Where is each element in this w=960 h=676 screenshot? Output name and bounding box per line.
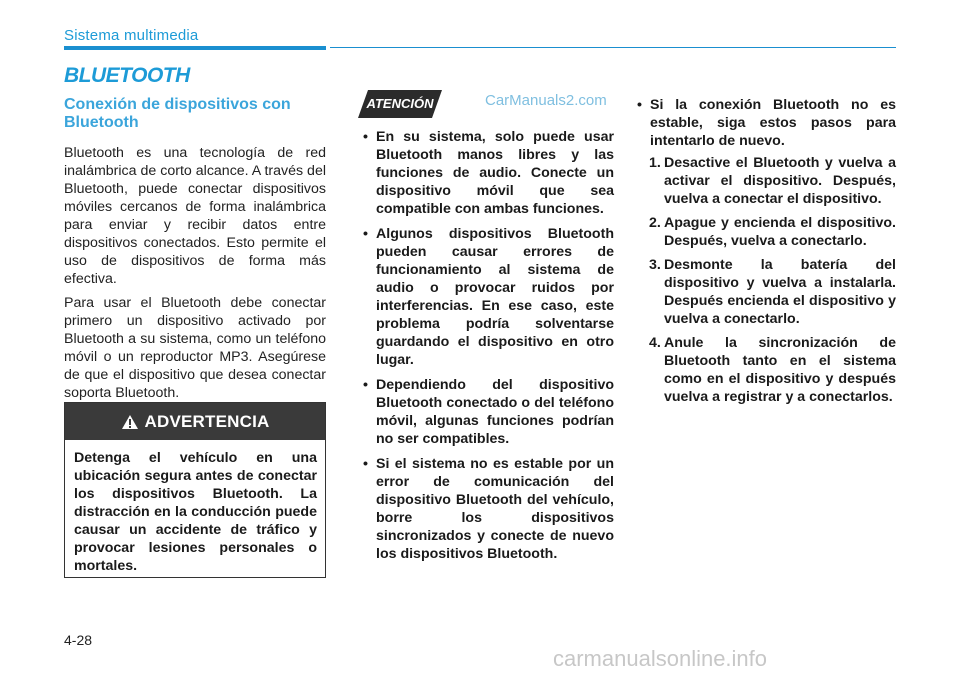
warning-triangle-icon [121, 414, 139, 430]
intro-list [632, 96, 896, 150]
step-item [632, 256, 896, 328]
warning-title: ADVERTENCIA [144, 411, 270, 431]
step-item [632, 334, 896, 406]
step-text: Desmonte la batería del dispositivo y vuelva a instalarla. Después encienda el dispositivo y vuelva a conectarlo. [664, 257, 896, 327]
left-column [64, 96, 326, 408]
watermark-top: CarManuals2.com [485, 92, 607, 109]
step-text: Anule la sincronización de Bluetooth tanto en el sistema como en el dispositivo y después vuelva a registrar y a conectarlos. [664, 335, 896, 405]
paragraph: Para usar el Bluetooth debe conectar primero un dispositivo activado por Bluetooth a su sistema, como un teléfono móvil o un reproductor MP3. Asegúrese de que el dispositivo que desea conectar soporta Bluetooth. [64, 295, 326, 401]
step-text: Desactive el Bluetooth y vuelva a activar el dispositivo. Después, vuelva a conectar el dispositivo. [664, 155, 896, 207]
page-number: 4-28 [64, 632, 93, 648]
watermark-bottom: carmanualsonline.info [553, 646, 768, 671]
warning-header [65, 403, 325, 440]
step-number: 1. [649, 155, 661, 171]
step-number: 4. [649, 335, 661, 351]
step-number: 2. [649, 215, 661, 231]
step-item [632, 154, 896, 208]
warning-box [64, 402, 326, 578]
step-item [632, 214, 896, 250]
list-item: • Si la conexión Bluetooth no es estable, siga estos pasos para intentarlo de nuevo. [632, 96, 896, 150]
paragraph: Bluetooth es una tecnología de red inalámbrica de corto alcance. A través del Bluetooth, puede conectar dispositivos móviles cercanos de forma inalámbrica para enviar y recibir datos entre dispositivos conectados. Esto permite el uso de dispositivos de forma más efectiva. [64, 145, 326, 287]
attention-label: ATENCIÓN [366, 96, 434, 111]
section-title: Sistema multimedia [64, 27, 199, 44]
main-heading: BLUETOOTH [64, 64, 190, 87]
list-item: • Dependiendo del dispositivo Bluetooth conectado o del teléfono móvil, algunas funciones podrían no ser compatibles. [358, 376, 614, 448]
attention-list [358, 128, 614, 563]
warning-text: Detenga el vehículo en una ubicación segura antes de conectar los dispositivos Bluetooth. La distracción en la conducción puede causar un accidente de tráfico y provocar lesiones personales o mortales. [74, 450, 317, 574]
list-item: • En su sistema, solo puede usar Bluetooth manos libres y las funciones de audio. Conecte un dispositivo móvil que sea compatible con ambas funciones. [358, 128, 614, 218]
header-rule-thick [64, 46, 326, 50]
middle-column [358, 90, 614, 570]
step-text: Apague y encienda el dispositivo. Después, vuelva a conectarlo. [664, 215, 896, 249]
list-item: • Algunos dispositivos Bluetooth pueden causar errores de funcionamiento al sistema de audio o provocar ruidos por interferencias. En ese caso, este problema podría solventarse guardando el dispositivo en otro lugar. [358, 225, 614, 369]
sub-heading: Conexión de dispositivos con Bluetooth [64, 96, 291, 131]
header-rule-thin [330, 47, 896, 48]
step-number: 3. [649, 257, 661, 273]
list-item: • Si el sistema no es estable por un error de comunicación del dispositivo Bluetooth del vehículo, borre los dispositivos sincronizados y conecte de nuevo los dispositivos Bluetooth. [358, 455, 614, 563]
right-column [632, 96, 896, 412]
steps-list [632, 154, 896, 406]
attention-header [358, 90, 614, 120]
